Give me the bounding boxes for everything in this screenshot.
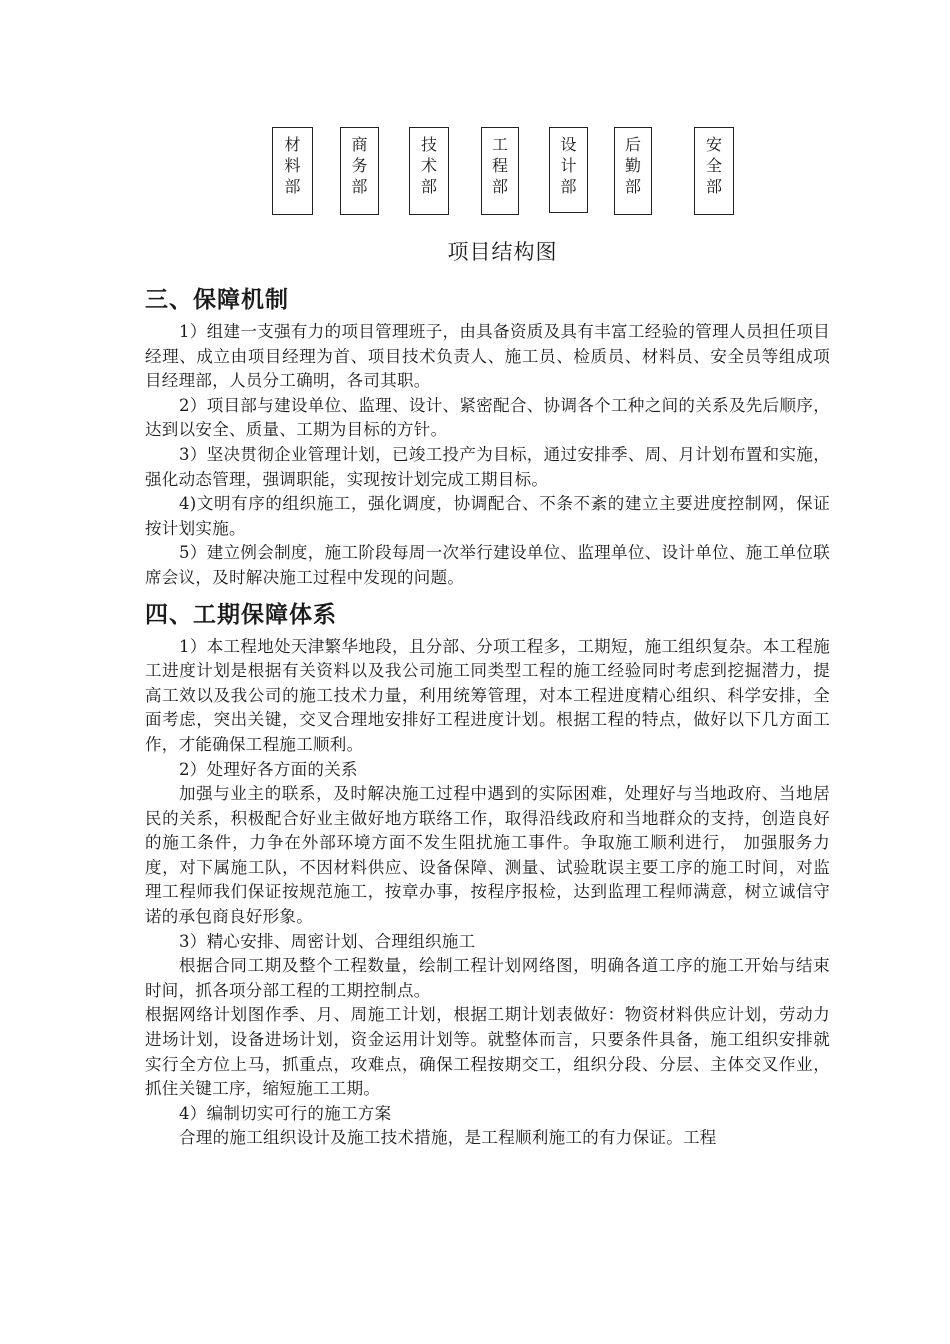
dept-box-safety — [694, 127, 734, 215]
dept-char: 部 — [420, 177, 437, 196]
paragraph: 1）组建一支强有力的项目管理班子，由具备资质及具有丰富工经验的管理人员担任项目经理、成立由项目经理为首、项目技术负责人、施工员、检质员、材料员、安全员等组成项目经理部，人员分工确明，各司其职。 — [145, 322, 830, 391]
paragraph: 加强与业主的联系，及时解决施工过程中遇到的实际困难，处理好与当地政府、当地居民的关系，积极配合好业主做好地方联络工作，取得沿线政府和当地群众的支持，创造良好的施工条件，力争在外部环境方面不发生阻扰施工事件。争取施工顺利进行， 加强服务力度，对下属施工队，不因材料供应、设备保障、测量、试验耽误主要工序的施工时间，对监理工程师我们保证按规范施工，按章办事，按程序报检，达到监理工程师满意，树立诚信守诺的承包商良好形象。 — [145, 784, 830, 927]
dept-char: 勤 — [624, 156, 641, 175]
paragraph: 合理的施工组织设计及施工技术措施，是工程顺利施工的有力保证。工程 — [179, 1128, 717, 1148]
dept-box-materials — [272, 127, 313, 215]
dept-char: 部 — [351, 177, 368, 196]
dept-char: 计 — [560, 156, 577, 175]
dept-box-engineering — [481, 127, 519, 215]
document-body — [145, 284, 830, 1151]
section-title-guarantee: 三、保障机制 — [145, 286, 289, 313]
section-title-schedule: 四、工期保障体系 — [145, 600, 337, 628]
dept-char: 部 — [624, 177, 641, 196]
dept-char: 部 — [491, 177, 508, 196]
org-chart — [0, 0, 950, 230]
dept-char: 部 — [560, 177, 577, 196]
dept-char: 程 — [491, 156, 508, 175]
dept-char: 全 — [705, 156, 722, 175]
dept-char: 商 — [351, 135, 368, 154]
dept-char: 料 — [284, 156, 301, 175]
dept-char: 技 — [420, 135, 437, 154]
dept-char: 安 — [705, 135, 722, 154]
paragraph: 5）建立例会制度，施工阶段每周一次举行建设单位、监理单位、设计单位、施工单位联席会议，及时解决施工过程中发现的问题。 — [145, 543, 830, 587]
paragraph: 根据合同工期及整个工程数量，绘制工程计划网络图，明确各道工序的施工开始与结束时间，抓各项分部工程的工期控制点。 — [145, 956, 830, 1000]
dept-char: 部 — [705, 177, 722, 196]
dept-box-business — [340, 127, 379, 215]
subheading: 2）处理好各方面的关系 — [179, 759, 358, 779]
paragraph: 根据网络计划图作季、月、周施工计划，根据工期计划表做好：物资材料供应计划，劳动力进场计划，设备进场计划，资金运用计划等。就整体而言，只要条件具备，施工组织安排就实行全方位上马，抓重点，攻难点，确保工程按期交工，组织分段、分层、主体交叉作业，抓住关键工序，缩短施工工期。 — [145, 1005, 830, 1099]
dept-box-technical — [409, 127, 449, 215]
dept-char: 工 — [491, 135, 508, 154]
dept-char: 后 — [624, 135, 641, 154]
subheading: 3）精心安排、周密计划、合理组织施工 — [179, 931, 476, 951]
paragraph: 3）坚决贯彻企业管理计划，已竣工投产为目标，通过安排季、周、月计划布置和实施，强化动态管理，强调职能，实现按计划完成工期目标。 — [145, 444, 830, 489]
paragraph: 4)文明有序的组织施工，强化调度，协调配合、不条不紊的建立主要进度控制网，保证按计划实施。 — [145, 494, 830, 538]
dept-char: 部 — [284, 177, 301, 196]
dept-box-design — [549, 127, 588, 213]
paragraph: 2）项目部与建设单位、监理、设计、紧密配合、协调各个工种之间的关系及先后顺序，达到以安全、质量、工期为目标的方针。 — [145, 395, 830, 440]
diagram-title: 项目结构图 — [447, 240, 558, 264]
dept-char: 术 — [420, 156, 437, 175]
subheading: 4）编制切实可行的施工方案 — [179, 1103, 392, 1123]
dept-char: 务 — [351, 156, 368, 175]
dept-box-logistics — [614, 127, 652, 215]
paragraph: 1）本工程地处天津繁华地段，且分部、分项工程多，工期短，施工组织复杂。本工程施工进度计划是根据有关资料以及我公司施工同类型工程的施工经验同时考虑到挖掘潜力，提高工效以及我公司的施工技术力量，利用统筹管理，对本工程进度精心组织、科学安排，全面考虑，突出关键，交叉合理地安排好工程进度计划。根据工程的特点，做好以下几方面工作，才能确保工程施工顺利。 — [145, 636, 830, 754]
dept-char: 设 — [560, 135, 577, 154]
dept-char: 材 — [284, 135, 301, 154]
